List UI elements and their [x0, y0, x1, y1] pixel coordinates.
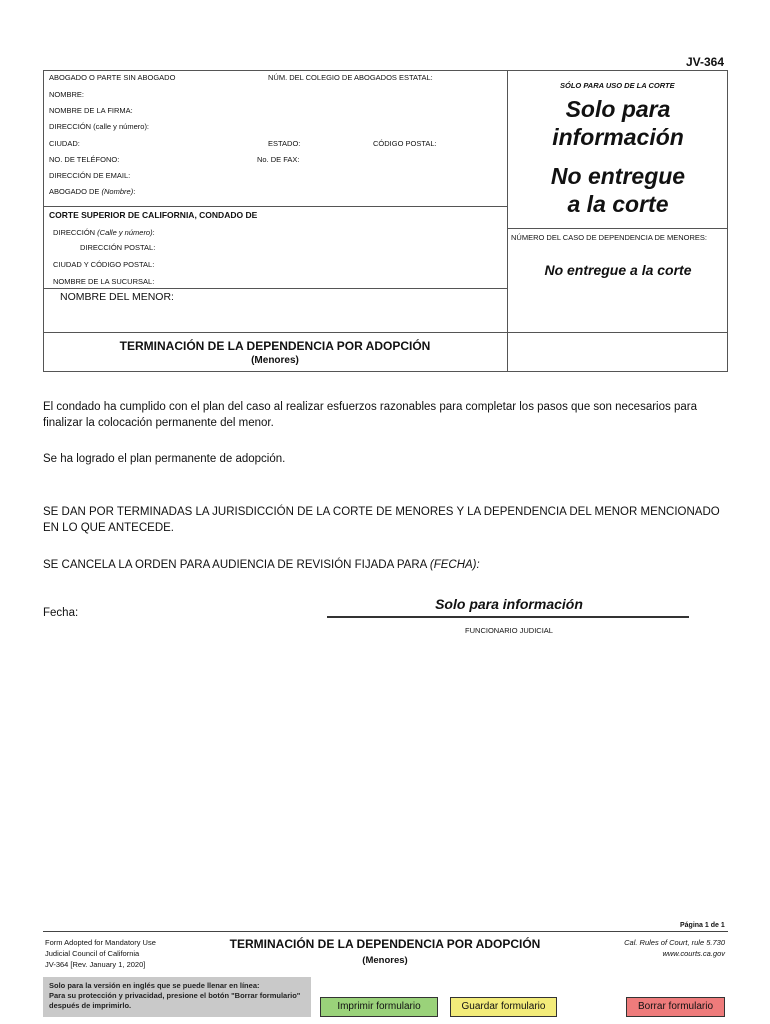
minor-name-label[interactable]: NOMBRE DEL MENOR:	[60, 291, 174, 303]
street-address-label[interactable]: DIRECCIÓN (calle y número):	[49, 122, 150, 131]
city-label[interactable]: CIUDAD:	[49, 139, 80, 148]
review-hearing-cancel-field[interactable]: SE CANCELA LA ORDEN PARA AUDIENCIA DE REVISIÓN FIJADA PARA (FECHA):	[43, 559, 480, 571]
footer-divider	[43, 931, 728, 932]
case-number-field[interactable]: No entregue a la corte	[544, 262, 692, 278]
signature-line	[327, 616, 689, 618]
reasonable-efforts-statement: El condado ha cumplido con el plan del caso al realizar esfuerzos razonables para completar los pasos que son necesarios para finalizar la colocación permanente del menor.	[43, 401, 697, 429]
jurisdiction-terminated-statement: SE DAN POR TERMINADAS LA JURISDICCIÓN DE LA CORTE DE MENORES Y LA DEPENDENCIA DEL MENOR MENCIONADO EN LO QUE ANTECEDE.	[43, 506, 720, 534]
court-use-label: SÓLO PARA USO DE LA CORTE	[560, 81, 675, 90]
adoption-plan-statement: Se ha logrado el plan permanente de adopción.	[43, 453, 286, 465]
footer-title: TERMINACIÓN DE LA DEPENDENCIA POR ADOPCIÓN	[229, 937, 541, 951]
print-form-button[interactable]: Imprimir formulario	[320, 997, 438, 1017]
state-label[interactable]: ESTADO:	[268, 139, 301, 148]
form-number: JV-364	[686, 55, 725, 69]
city-zip-label[interactable]: CIUDAD Y CÓDIGO POSTAL:	[53, 260, 155, 269]
footer-subtitle: (Menores)	[362, 955, 408, 966]
form-title: TERMINACIÓN DE LA DEPENDENCIA POR ADOPCIÓN	[119, 339, 431, 353]
case-number-label: NÚMERO DEL CASO DE DEPENDENCIA DE MENORES:	[511, 233, 708, 242]
info-only-watermark: Solo para información	[552, 96, 684, 150]
privacy-notice: Solo para la versión en inglés que se puede llenar en línea: Para su protección y privacidad, presione el botón "Borrar formulario" después de imprimirlo.	[43, 977, 311, 1017]
fax-label[interactable]: No. DE FAX:	[257, 155, 300, 164]
email-label[interactable]: DIRECCIÓN DE EMAIL:	[49, 171, 131, 180]
signature-watermark: Solo para información	[435, 596, 583, 612]
mailing-address-label[interactable]: DIRECCIÓN POSTAL:	[80, 243, 156, 252]
judicial-officer-label: FUNCIONARIO JUDICIAL	[465, 626, 553, 635]
name-label[interactable]: NOMBRE:	[49, 90, 85, 99]
phone-label[interactable]: NO. DE TELÉFONO:	[49, 155, 120, 164]
bar-number-label: NÚM. DEL COLEGIO DE ABOGADOS ESTATAL:	[268, 73, 433, 82]
date-field[interactable]: Fecha:	[43, 607, 79, 619]
firm-name-label[interactable]: NOMBRE DE LA FIRMA:	[49, 106, 133, 115]
clear-form-button[interactable]: Borrar formulario	[626, 997, 725, 1017]
do-not-file-watermark: No entregue a la corte	[550, 163, 686, 217]
branch-name-label[interactable]: NOMBRE DE LA SUCURSAL:	[53, 277, 155, 286]
footer-rules: Cal. Rules of Court, rule 5.730 www.courts.ca.gov	[624, 938, 725, 958]
form-subtitle: (Menores)	[251, 355, 299, 366]
page-number: Página 1 de 1	[680, 922, 725, 929]
attorney-for-label[interactable]: ABOGADO DE (Nombre):	[49, 187, 136, 196]
court-title[interactable]: CORTE SUPERIOR DE CALIFORNIA, CONDADO DE	[49, 210, 258, 220]
attorney-party-label: ABOGADO O PARTE SIN ABOGADO	[49, 73, 176, 82]
zip-label[interactable]: CÓDIGO POSTAL:	[373, 139, 437, 148]
save-form-button[interactable]: Guardar formulario	[450, 997, 557, 1017]
court-address-label[interactable]: DIRECCIÓN (Calle y número):	[53, 228, 155, 237]
footer-form-info: Form Adopted for Mandatory Use Judicial Council of California JV-364 [Rev. January 1, 2020]	[45, 938, 156, 969]
